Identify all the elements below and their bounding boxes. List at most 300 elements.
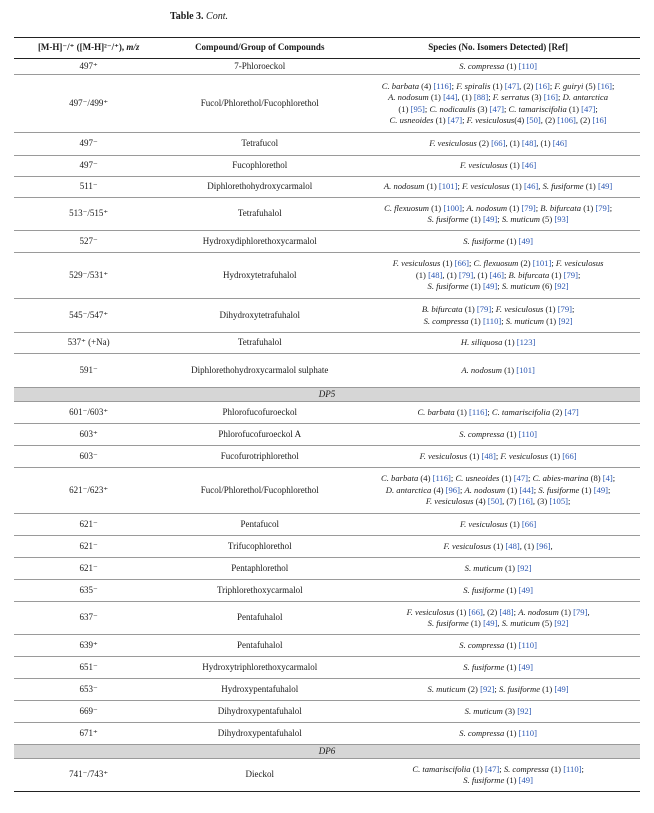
species-text: (1)	[468, 618, 484, 628]
table-row	[14, 133, 640, 156]
species-name: S. fusiforme	[427, 214, 469, 224]
species-name: F. serratus	[492, 92, 530, 102]
reference-link[interactable]: [49]	[518, 584, 533, 595]
species-text: (1)	[502, 337, 517, 348]
mz-cell: 621⁻	[14, 536, 163, 558]
species-text: ;	[551, 258, 556, 269]
reference-link[interactable]: [16]	[543, 92, 559, 102]
reference-link[interactable]: [47]	[504, 80, 520, 91]
table-row	[14, 424, 640, 446]
table-cont: Cont.	[206, 11, 228, 22]
compound-cell: Pentaphlorethol	[163, 558, 356, 580]
species-cell	[356, 299, 640, 333]
reference-link[interactable]: [79]	[458, 269, 474, 280]
species-name: B. bifurcata	[421, 304, 463, 314]
species-text: , (1)	[536, 138, 553, 149]
species-text: , (1)	[473, 269, 490, 280]
species-text: (1)	[581, 202, 596, 213]
species-name: S. compressa	[459, 60, 505, 71]
mz-cell: 527⁻	[14, 231, 163, 253]
species-name: A. nodosum	[461, 364, 502, 375]
species-text: (1)	[491, 540, 506, 551]
compound-cell: Hydroxytetrafuhalol	[163, 253, 356, 299]
reference-link[interactable]: [48]	[505, 540, 520, 551]
species-line	[359, 61, 637, 73]
species-text: (1)	[504, 727, 519, 738]
species-text: ;	[503, 103, 509, 114]
table-row	[14, 75, 640, 133]
species-name: F. vesiculosus	[555, 258, 604, 269]
species-line	[359, 662, 637, 674]
reference-link[interactable]: [95]	[410, 103, 425, 114]
species-cell	[356, 558, 640, 580]
species-name: S. muticum	[501, 618, 540, 628]
reference-link[interactable]: [110]	[518, 428, 537, 439]
reference-link[interactable]: [110]	[518, 60, 537, 71]
compound-cell: Trifucophlorethol	[163, 536, 356, 558]
species-text: (1)	[424, 181, 439, 192]
species-text: , (7)	[502, 496, 519, 507]
reference-link[interactable]: [47]	[447, 115, 463, 125]
compound-cell: Diphlorethohydroxycarmalol sulphate	[163, 354, 356, 388]
mz-cell: 653⁻	[14, 679, 163, 701]
table-row	[14, 536, 640, 558]
species-line	[359, 203, 637, 215]
species-text: (1)	[499, 473, 514, 484]
reference-link[interactable]: [105]	[549, 496, 568, 507]
reference-link[interactable]: [49]	[482, 281, 498, 292]
species-text: (2)	[476, 138, 492, 149]
reference-link[interactable]: [47]	[484, 763, 500, 774]
species-name: F. vesiculosus	[495, 304, 544, 314]
species-text: (1)	[504, 661, 519, 672]
species-text: ;	[459, 484, 465, 495]
species-cell	[356, 514, 640, 536]
compound-cell: Dihydroxypentafuhalol	[163, 723, 356, 745]
species-line	[359, 764, 637, 776]
species-name: A. nodosum	[518, 606, 559, 617]
reference-link[interactable]: [92]	[517, 705, 532, 716]
species-text: (4)	[473, 496, 488, 507]
species-text: ;	[494, 683, 499, 694]
species-line	[359, 92, 637, 104]
reference-link[interactable]: [79]	[573, 606, 588, 617]
species-name: C. usneoides	[455, 473, 500, 484]
species-line	[359, 607, 637, 619]
species-text: ;	[558, 92, 563, 102]
mz-cell: 669⁻	[14, 701, 163, 723]
mz-cell: 497⁻/499⁺	[14, 75, 163, 133]
species-text: (4)	[419, 80, 434, 91]
reference-link[interactable]: [44]	[443, 92, 458, 102]
species-text: (1)	[558, 606, 574, 617]
table-row	[14, 446, 640, 468]
mz-cell: 603⁻	[14, 446, 163, 468]
species-name: H. siliquosa	[460, 337, 503, 348]
table-row	[14, 156, 640, 177]
mz-cell: 529⁻/531⁺	[14, 253, 163, 299]
table-row	[14, 635, 640, 657]
compound-cell: Pentafuhalol	[163, 635, 356, 657]
species-text: (5)	[583, 80, 598, 91]
reference-link[interactable]: [110]	[518, 639, 537, 650]
species-name: S. fusiforme	[427, 618, 469, 628]
species-text: (2)	[550, 406, 565, 417]
reference-link[interactable]: [92]	[558, 315, 573, 326]
species-cell	[356, 156, 640, 177]
species-cell	[356, 468, 640, 514]
species-text: ;	[513, 606, 519, 617]
species-line	[359, 138, 637, 150]
table-caption	[170, 11, 228, 22]
reference-link[interactable]: [16]	[518, 496, 533, 507]
reference-link[interactable]: [48]	[499, 606, 514, 617]
mz-cell: 671⁺	[14, 723, 163, 745]
reference-link[interactable]: [16]	[592, 115, 607, 125]
species-text: (1)	[502, 562, 518, 573]
reference-link[interactable]: [101]	[532, 258, 552, 269]
section-label: DP5	[14, 388, 640, 402]
compound-cell: Pentafucol	[163, 514, 356, 536]
reference-link[interactable]: [110]	[518, 727, 537, 738]
species-text: (1)	[579, 484, 594, 495]
reference-link[interactable]: [116]	[432, 473, 451, 484]
species-cell	[356, 759, 640, 792]
reference-link[interactable]: [49]	[483, 618, 498, 628]
table-row	[14, 468, 640, 514]
species-text: , (2)	[540, 115, 558, 125]
reference-link[interactable]: [96]	[536, 540, 551, 551]
header-species: Species (No. Isomers Detected) [Ref]	[356, 38, 640, 59]
species-text: ;	[457, 181, 463, 192]
species-text: ;	[491, 304, 496, 314]
table-row	[14, 514, 640, 536]
reference-link[interactable]: [79]	[476, 304, 492, 314]
mz-cell: 601⁻/603⁺	[14, 402, 163, 424]
reference-link[interactable]: [106]	[557, 115, 576, 125]
species-name: S. muticum	[427, 683, 466, 694]
species-name: S. muticum	[464, 562, 503, 573]
species-text: , (1)	[442, 269, 459, 280]
reference-link[interactable]: [66]	[521, 518, 537, 529]
species-text: (4)	[514, 115, 527, 125]
species-text: ;	[549, 80, 555, 91]
species-text: ;	[577, 269, 581, 280]
reference-link[interactable]: [100]	[443, 202, 462, 213]
species-name: F. vesiculosus	[500, 450, 548, 461]
species-name: C. flexuosum	[384, 202, 429, 213]
mz-cell: 497⁻	[14, 156, 163, 177]
reference-link[interactable]: [66]	[454, 258, 469, 269]
species-text: ;	[450, 473, 456, 484]
compound-cell: Dihydroxypentafuhalol	[163, 701, 356, 723]
reference-link[interactable]: [48]	[481, 450, 496, 461]
reference-link[interactable]: [92]	[517, 562, 532, 573]
table-row	[14, 231, 640, 253]
species-name: F. vesiculosus	[392, 258, 441, 269]
reference-link[interactable]: [79]	[595, 202, 610, 213]
reference-link[interactable]: [110]	[563, 763, 582, 774]
table-row	[14, 354, 640, 388]
mz-cell: 639⁺	[14, 635, 163, 657]
species-text: ;	[581, 763, 584, 774]
mz-cell: 513⁻/515⁺	[14, 198, 163, 231]
species-text: , (3)	[532, 496, 550, 507]
mz-cell: 603⁺	[14, 424, 163, 446]
species-cell	[356, 354, 640, 388]
section-row	[14, 745, 640, 759]
species-text: (1)	[490, 80, 505, 91]
species-text: ;	[535, 202, 541, 213]
header-mz: [M-H]⁻/⁺ ([M-H]²⁻/⁺), m/z	[14, 38, 163, 59]
reference-link[interactable]: [66]	[491, 138, 506, 149]
reference-link[interactable]: [96]	[445, 484, 460, 495]
species-line	[359, 541, 637, 553]
compound-cell: Fucol/Phlorethol/Fucophlorethol	[163, 468, 356, 514]
species-text: (1)	[468, 315, 483, 326]
reference-link[interactable]: [50]	[487, 496, 503, 507]
species-text: (5)	[539, 618, 555, 628]
species-line	[359, 775, 637, 787]
reference-link[interactable]: [92]	[480, 683, 495, 694]
species-name: F. vesiculosus	[429, 138, 477, 149]
species-text: (1)	[454, 406, 470, 417]
reference-link[interactable]: [66]	[468, 606, 483, 617]
reference-link[interactable]: [93]	[554, 214, 569, 224]
species-name: A. nodosum	[388, 92, 429, 102]
species-name: F. vesiculosus	[425, 496, 474, 507]
reference-link[interactable]: [92]	[554, 281, 569, 292]
species-name: D. antarctica	[562, 92, 609, 102]
reference-link[interactable]: [44]	[519, 484, 534, 495]
reference-link[interactable]: [47]	[564, 406, 579, 417]
reference-link[interactable]: [48]	[521, 138, 537, 149]
species-text: ;	[468, 258, 474, 269]
species-text: ;	[461, 202, 467, 213]
species-text: (1)	[462, 304, 477, 314]
species-text: (1)	[454, 606, 469, 617]
compound-cell: Tetrafuhalol	[163, 333, 356, 354]
compound-cell: Fucol/Phlorethol/Fucophlorethol	[163, 75, 356, 133]
reference-link[interactable]: [47]	[489, 103, 504, 114]
species-name: F. vesiculosus	[443, 540, 492, 551]
reference-link[interactable]: [66]	[562, 450, 577, 461]
reference-link[interactable]: [88]	[473, 92, 489, 102]
table-row	[14, 679, 640, 701]
species-cell	[356, 253, 640, 299]
species-name: S. fusiforme	[463, 661, 505, 672]
species-text: (1)	[540, 683, 555, 694]
species-text: (1)	[429, 202, 444, 213]
reference-link[interactable]: [46]	[489, 269, 504, 280]
mz-cell: 497⁻	[14, 133, 163, 156]
species-text: ;	[451, 80, 457, 91]
reference-link[interactable]: [116]	[433, 80, 452, 91]
reference-link[interactable]: [46]	[521, 160, 537, 171]
species-name: C. flexuosum	[473, 258, 519, 269]
reference-link[interactable]: [47]	[513, 473, 529, 484]
species-line	[359, 337, 637, 349]
species-name: C. barbata	[381, 80, 420, 91]
species-text: ;	[501, 315, 506, 326]
table-row	[14, 759, 640, 792]
species-name: S. fusiforme	[463, 775, 505, 785]
species-text: ;	[503, 269, 509, 280]
table-row	[14, 299, 640, 333]
reference-link[interactable]: [48]	[428, 269, 443, 280]
species-text: (1)	[543, 304, 558, 314]
species-text: (1)	[504, 428, 519, 439]
species-text: (1)	[505, 484, 520, 495]
species-line	[359, 618, 637, 630]
species-name: A. nodosum	[464, 484, 506, 495]
species-text: ;	[533, 484, 539, 495]
species-name: S. compressa	[459, 428, 505, 439]
species-cell	[356, 723, 640, 745]
species-cell	[356, 424, 640, 446]
compound-cell: Triphlorethoxycarmalol	[163, 580, 356, 602]
species-line	[359, 496, 637, 508]
species-text: (1)	[504, 584, 519, 595]
species-text: ;	[462, 115, 467, 125]
reference-link[interactable]: [49]	[554, 683, 569, 694]
species-name: S. fusiforme	[463, 584, 505, 595]
species-text: (4)	[431, 484, 446, 495]
species-name: F. guiryi	[554, 80, 584, 91]
reference-link[interactable]: [49]	[518, 661, 533, 672]
table-row	[14, 253, 640, 299]
reference-link[interactable]: [50]	[526, 115, 541, 125]
species-name: S. muticum	[505, 315, 544, 326]
species-line	[359, 104, 637, 116]
reference-link[interactable]: [101]	[516, 364, 535, 375]
species-name: F. vesiculosus	[459, 518, 508, 529]
species-line	[359, 485, 637, 497]
species-text: ;	[572, 304, 575, 314]
reference-link[interactable]: [49]	[518, 235, 533, 246]
species-name: S. compressa	[503, 763, 549, 774]
species-line	[359, 429, 637, 441]
compound-cell: Tetrafucol	[163, 133, 356, 156]
reference-link[interactable]: [49]	[593, 484, 609, 495]
species-text: (1)	[440, 258, 455, 269]
reference-link[interactable]: [101]	[438, 181, 458, 192]
species-text: ;	[424, 103, 430, 114]
species-text: (1)	[543, 315, 559, 326]
species-line	[359, 115, 637, 127]
compound-cell: Fucophlorethol	[163, 156, 356, 177]
species-cell	[356, 133, 640, 156]
species-text: (1)	[468, 281, 483, 292]
reference-link[interactable]: [4]	[602, 473, 613, 484]
species-line	[359, 519, 637, 531]
compound-cell: Pentafuhalol	[163, 602, 356, 635]
species-text: ;	[495, 450, 501, 461]
reference-link[interactable]: [49]	[597, 181, 613, 192]
species-text: (1)	[467, 450, 482, 461]
species-cell	[356, 333, 640, 354]
species-name: S. fusiforme	[538, 484, 580, 495]
species-name: F. vesiculosus	[419, 450, 468, 461]
species-text: (1)	[504, 775, 519, 785]
header-row	[14, 38, 640, 59]
species-name: F. vesiculosus	[459, 160, 508, 171]
species-line	[359, 473, 637, 485]
reference-link[interactable]: [49]	[482, 214, 498, 224]
species-text: (1)	[566, 103, 582, 114]
species-cell	[356, 446, 640, 468]
species-cell	[356, 580, 640, 602]
compound-cell: Tetrafuhalol	[163, 198, 356, 231]
reference-link[interactable]: [16]	[597, 80, 613, 91]
reference-link[interactable]: [110]	[482, 315, 502, 326]
species-line	[359, 640, 637, 652]
reference-link[interactable]: [49]	[518, 775, 533, 785]
species-name: A. nodosum	[466, 202, 508, 213]
reference-link[interactable]: [123]	[516, 337, 536, 348]
species-text: (2)	[465, 683, 481, 694]
compound-cell: Fucofurotriphlorethol	[163, 446, 356, 468]
species-name: F. vesiculosus	[466, 115, 515, 125]
species-name: S. fusiforme	[542, 181, 584, 192]
reference-link[interactable]: [79]	[557, 304, 573, 314]
species-cell	[356, 602, 640, 635]
mz-cell: 545⁻/547⁺	[14, 299, 163, 333]
table-row	[14, 657, 640, 679]
reference-link[interactable]: [79]	[521, 202, 536, 213]
table-body	[14, 59, 640, 792]
section-label: DP6	[14, 745, 640, 759]
species-text: (1)	[504, 60, 519, 71]
species-cell	[356, 75, 640, 133]
species-text: ;	[497, 281, 502, 292]
species-text: (1)	[507, 202, 522, 213]
reference-link[interactable]: [116]	[469, 406, 488, 417]
compound-cell: Diphlorethohydroxycarmalol	[163, 177, 356, 198]
species-text: (1)	[507, 160, 522, 171]
species-cell	[356, 657, 640, 679]
reference-link[interactable]: [46]	[523, 181, 539, 192]
species-name: S. fusiforme	[463, 235, 505, 246]
species-name: S. compressa	[459, 639, 505, 650]
species-text: (1)	[549, 269, 564, 280]
species-name: S. muticum	[464, 705, 503, 716]
species-text: ,	[538, 181, 543, 192]
species-line	[359, 304, 637, 316]
species-line	[359, 706, 637, 718]
compounds-table	[14, 37, 640, 792]
reference-link[interactable]: [47]	[581, 103, 596, 114]
table-row	[14, 580, 640, 602]
species-name: F. spiralis	[456, 80, 491, 91]
species-line	[359, 236, 637, 248]
species-text: (1)	[504, 235, 519, 246]
species-text: , (1)	[505, 138, 522, 149]
reference-link[interactable]: [16]	[535, 80, 550, 91]
species-name: C. nodicaulis	[429, 103, 476, 114]
species-line	[359, 684, 637, 696]
table-row	[14, 198, 640, 231]
species-text: (3)	[529, 92, 544, 102]
species-cell	[356, 59, 640, 75]
species-text: , (1)	[457, 92, 474, 102]
species-text: (1)	[507, 518, 522, 529]
species-name: C. abies-marina	[532, 473, 589, 484]
reference-link[interactable]: [79]	[563, 269, 578, 280]
reference-link[interactable]: [92]	[554, 618, 569, 628]
mz-cell: 637⁻	[14, 602, 163, 635]
reference-link[interactable]: [46]	[552, 138, 568, 149]
